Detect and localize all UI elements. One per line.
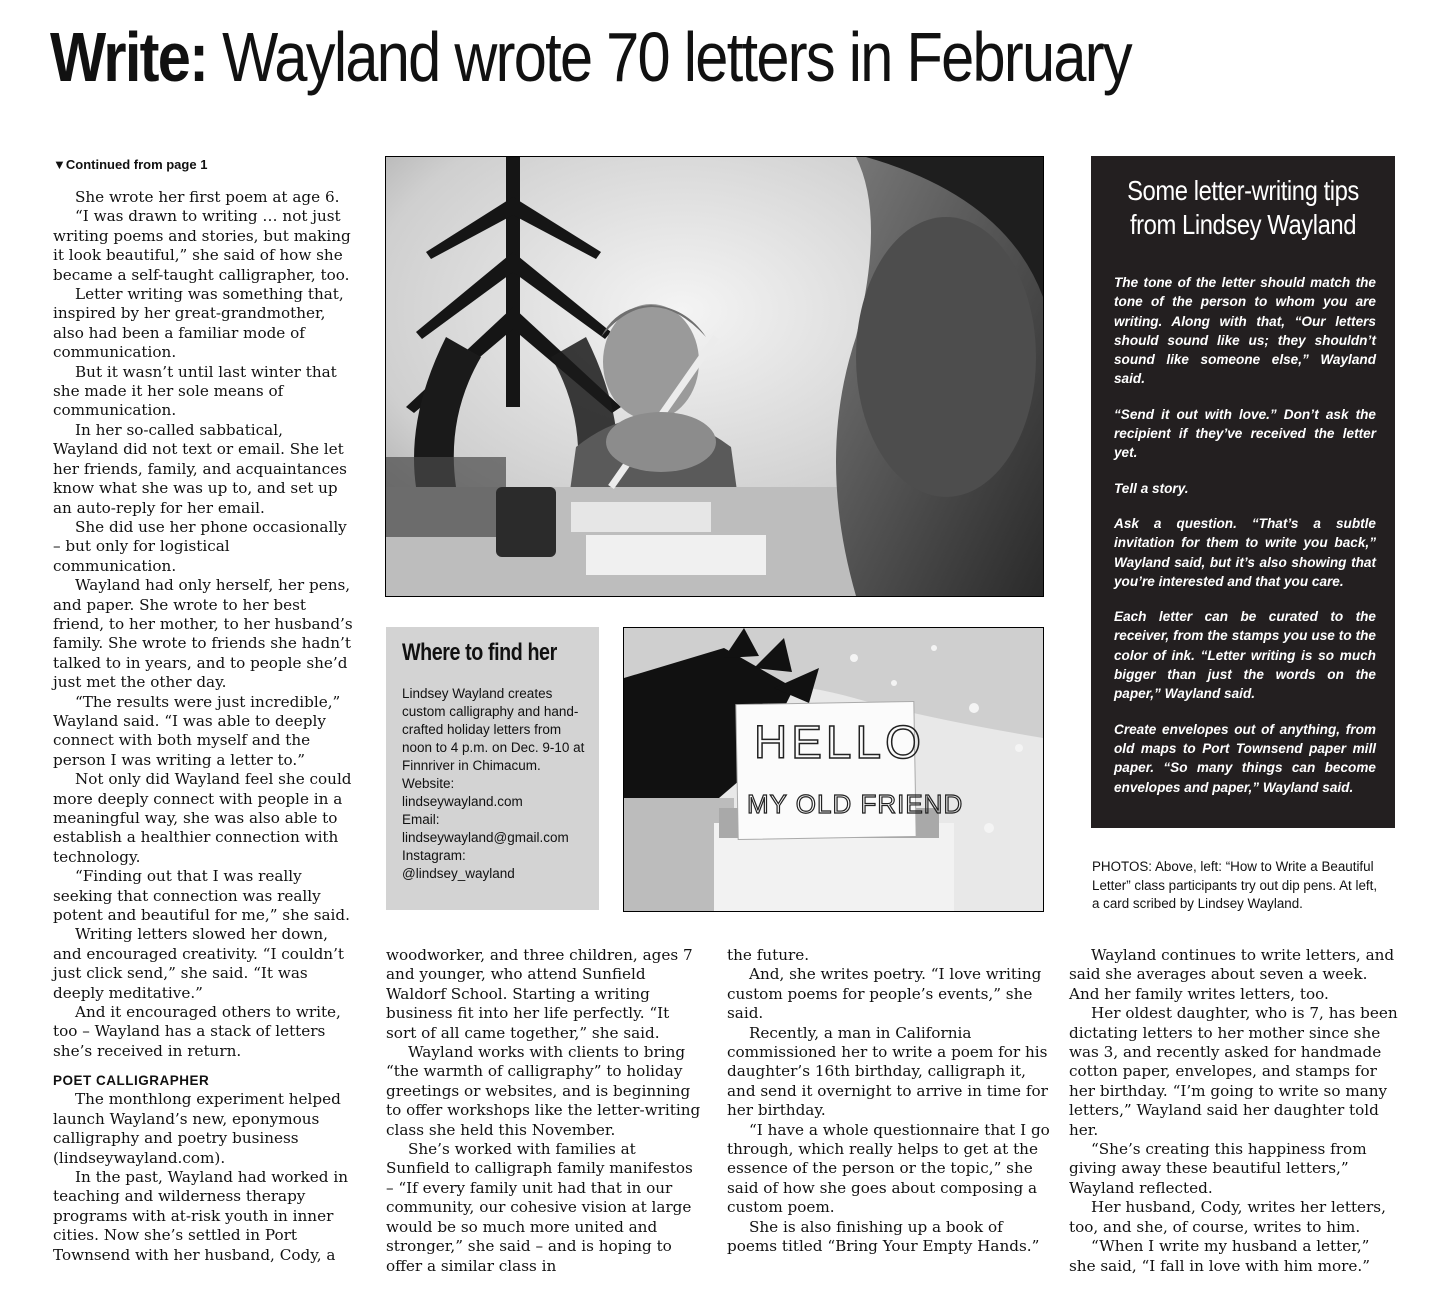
paragraph: Writing letters slowed her down, and encouraged creativity. “I couldn’t just click send,” she said. “It was deeply meditative.” bbox=[53, 925, 345, 1002]
infobox-email-label: Email: bbox=[402, 812, 440, 827]
class-photo-image bbox=[386, 157, 1043, 596]
tips-sidebar bbox=[1091, 156, 1395, 828]
paragraph: “I have a whole questionnaire that I go through, which really helps to get at the essence of the person or the topic,” she said of how she goes about composing a custom poem. bbox=[727, 1120, 1050, 1217]
tips-title bbox=[1114, 174, 1372, 242]
tip-item: Create envelopes out of anything, from old maps to Port Townsend paper mill paper. “So many things can become envelopes and paper,” Wayland said. bbox=[1114, 721, 1376, 795]
paragraph: Recently, a man in California commissioned her to write a poem for his daughter’s 16th birthday, calligraph it, and send it overnight to arrive in time for her birthday. bbox=[727, 1023, 1048, 1120]
paragraph: She is also finishing up a book of poems titled “Bring Your Empty Hands.” bbox=[727, 1217, 1040, 1256]
infobox-website-label: Website: bbox=[402, 776, 455, 791]
paragraph: The monthlong experiment helped launch Wayland’s new, eponymous calligraphy and poetry business (lindseywayland.com). bbox=[53, 1090, 341, 1167]
paragraph: And, she writes poetry. “I love writing custom poems for people’s events,” she said. bbox=[727, 965, 1042, 1023]
class-photo bbox=[385, 156, 1044, 597]
tips-title-line-2: from Lindsey Wayland bbox=[1129, 209, 1357, 240]
paragraph: Letter writing was something that, inspired by her great-grandmother, also had been a familiar mode of communication. bbox=[53, 285, 344, 362]
paragraph: “When I write my husband a letter,” she said, “I fall in love with him more.” bbox=[1069, 1237, 1370, 1275]
tips-title-line-1: Some letter-writing tips bbox=[1127, 175, 1359, 206]
article-column-4 bbox=[1069, 946, 1399, 1276]
paragraph: Her oldest daughter, who is 7, has been dictating letters to her mother since she was 3, and recently asked for handmade cotton paper, envelopes, and stamps for her birthday. “I’m going to write so many letters,” Wayland said her daughter told her. bbox=[1069, 1004, 1398, 1139]
infobox-body bbox=[402, 685, 594, 883]
article-column-3 bbox=[727, 946, 1055, 1257]
article-column-1 bbox=[53, 188, 353, 1265]
paragraph: She wrote her first poem at age 6. bbox=[75, 188, 340, 206]
infobox-title: Where to find her bbox=[402, 639, 557, 666]
tip-item: Each letter can be curated to the receiver, from the stamps you use to the color of ink. “Letter writing is so much bigger than just the words on the paper,” Wayland said. bbox=[1114, 609, 1376, 702]
paragraph: Wayland works with clients to bring “the warmth of calligraphy” to holiday greetings or websites, and is beginning to offer workshops like the letter-writing class she held this November. bbox=[386, 1043, 701, 1139]
paragraph: “Finding out that I was really seeking that connection was really potent and beautiful for me,” she said. bbox=[53, 867, 350, 925]
paragraph: She’s worked with families at Sunfield to calligraph family manifestos – “If every family unit had that in our community, our cohesive vision at large would be so much more united and stronger,” she said – and is hoping to offer a similar class in bbox=[386, 1140, 693, 1275]
paragraph: Her husband, Cody, writes her letters, too, and she, of course, writes to him. bbox=[1069, 1198, 1386, 1236]
tips-body bbox=[1114, 273, 1376, 813]
tip-item: The tone of the letter should match the tone of the person to whom you are writing. Along with that, “Our letters should sound like us; they shouldn’t sound like someone else,” Wayland said. bbox=[1114, 275, 1376, 387]
paragraph: “She’s creating this happiness from giving away these beautiful letters,” Wayland reflected. bbox=[1069, 1140, 1367, 1197]
infobox-email: lindseywayland@gmail.com bbox=[402, 830, 569, 845]
infobox-text: Lindsey Wayland creates custom calligraphy and hand-crafted holiday letters from noon to 4 p.m. on Dec. 9-10 at Finnriver in Chimacum. bbox=[402, 686, 585, 773]
infobox-instagram-label: Instagram: bbox=[402, 848, 466, 863]
infobox-website: lindseywayland.com bbox=[402, 794, 523, 809]
paragraph: Wayland had only herself, her pens, and paper. She wrote to her best friend, to her mother, to her husband’s family. She wrote to friends she hadn’t talked to in years, and to people she’d just met the other day. bbox=[53, 576, 353, 692]
paragraph: “The results were just incredible,” Wayland said. “I was able to deeply connect with both myself and the person I was writing a letter to.” bbox=[53, 692, 341, 769]
paragraph: She did use her phone occasionally – but only for logistical communication. bbox=[53, 517, 347, 575]
paragraph: In the past, Wayland had worked in teaching and wilderness therapy programs with at-risk youth in inner cities. Now she’s settled in Port Townsend with her husband, Cody, a bbox=[53, 1167, 348, 1264]
section-subhead: POET CALLIGRAPHER bbox=[53, 1073, 210, 1089]
paragraph: In her so-called sabbatical, Wayland did not text or email. She let her friends, family, and acquaintances know what she was up to, and set up an auto-reply for her email. bbox=[53, 420, 347, 517]
card-friend-text: MY OLD FRIEND bbox=[747, 789, 964, 819]
card-photo-image bbox=[624, 628, 1043, 911]
article-column-2 bbox=[386, 946, 704, 1276]
paragraph: woodworker, and three children, ages 7 and younger, who attend Sunfield Waldorf School. Starting a writing business fit into her life perfectly. “It sort of all came together,” she said. bbox=[386, 946, 693, 1042]
paragraph: And it encouraged others to write, too – Wayland has a stack of letters she’s received in return. bbox=[53, 1003, 341, 1060]
headline-title: Wayland wrote 70 letters in February bbox=[222, 18, 1131, 96]
tip-item: Ask a question. “That’s a subtle invitation for them to write you back,” Wayland said, but it’s also showing that you’re interested and that you care. bbox=[1114, 515, 1376, 589]
paragraph: But it wasn’t until last winter that she made it her sole means of communication. bbox=[53, 362, 337, 420]
tip-item: Tell a story. bbox=[1114, 480, 1189, 496]
headline bbox=[50, 18, 1206, 96]
photo-caption: PHOTOS: Above, left: “How to Write a Beautiful Letter” class participants try out dip pens. At left, a card scribed by Lindsey Wayland. bbox=[1092, 859, 1378, 911]
paragraph: Wayland continues to write letters, and said she averages about seven a week. And her family writes letters, too. bbox=[1069, 946, 1395, 1003]
card-photo bbox=[623, 627, 1044, 912]
card-hello-text: HELLO bbox=[754, 716, 925, 768]
paragraph: “I was drawn to writing … not just writing poems and stories, but making it look beautiful,” she said of how she became a self-taught calligrapher, too. bbox=[53, 207, 351, 284]
headline-kicker: Write: bbox=[50, 18, 208, 96]
tip-item: “Send it out with love.” Don’t ask the recipient if they’ve received the letter yet. bbox=[1114, 406, 1376, 461]
infobox-instagram: @lindsey_wayland bbox=[402, 866, 515, 881]
paragraph: Not only did Wayland feel she could more deeply connect with people in a meaningful way, she was also able to establish a healthier connection with technology. bbox=[53, 770, 352, 866]
paragraph: the future. bbox=[727, 946, 810, 964]
where-to-find-her-box bbox=[386, 627, 599, 910]
continued-from-label: ▼Continued from page 1 bbox=[53, 157, 208, 172]
